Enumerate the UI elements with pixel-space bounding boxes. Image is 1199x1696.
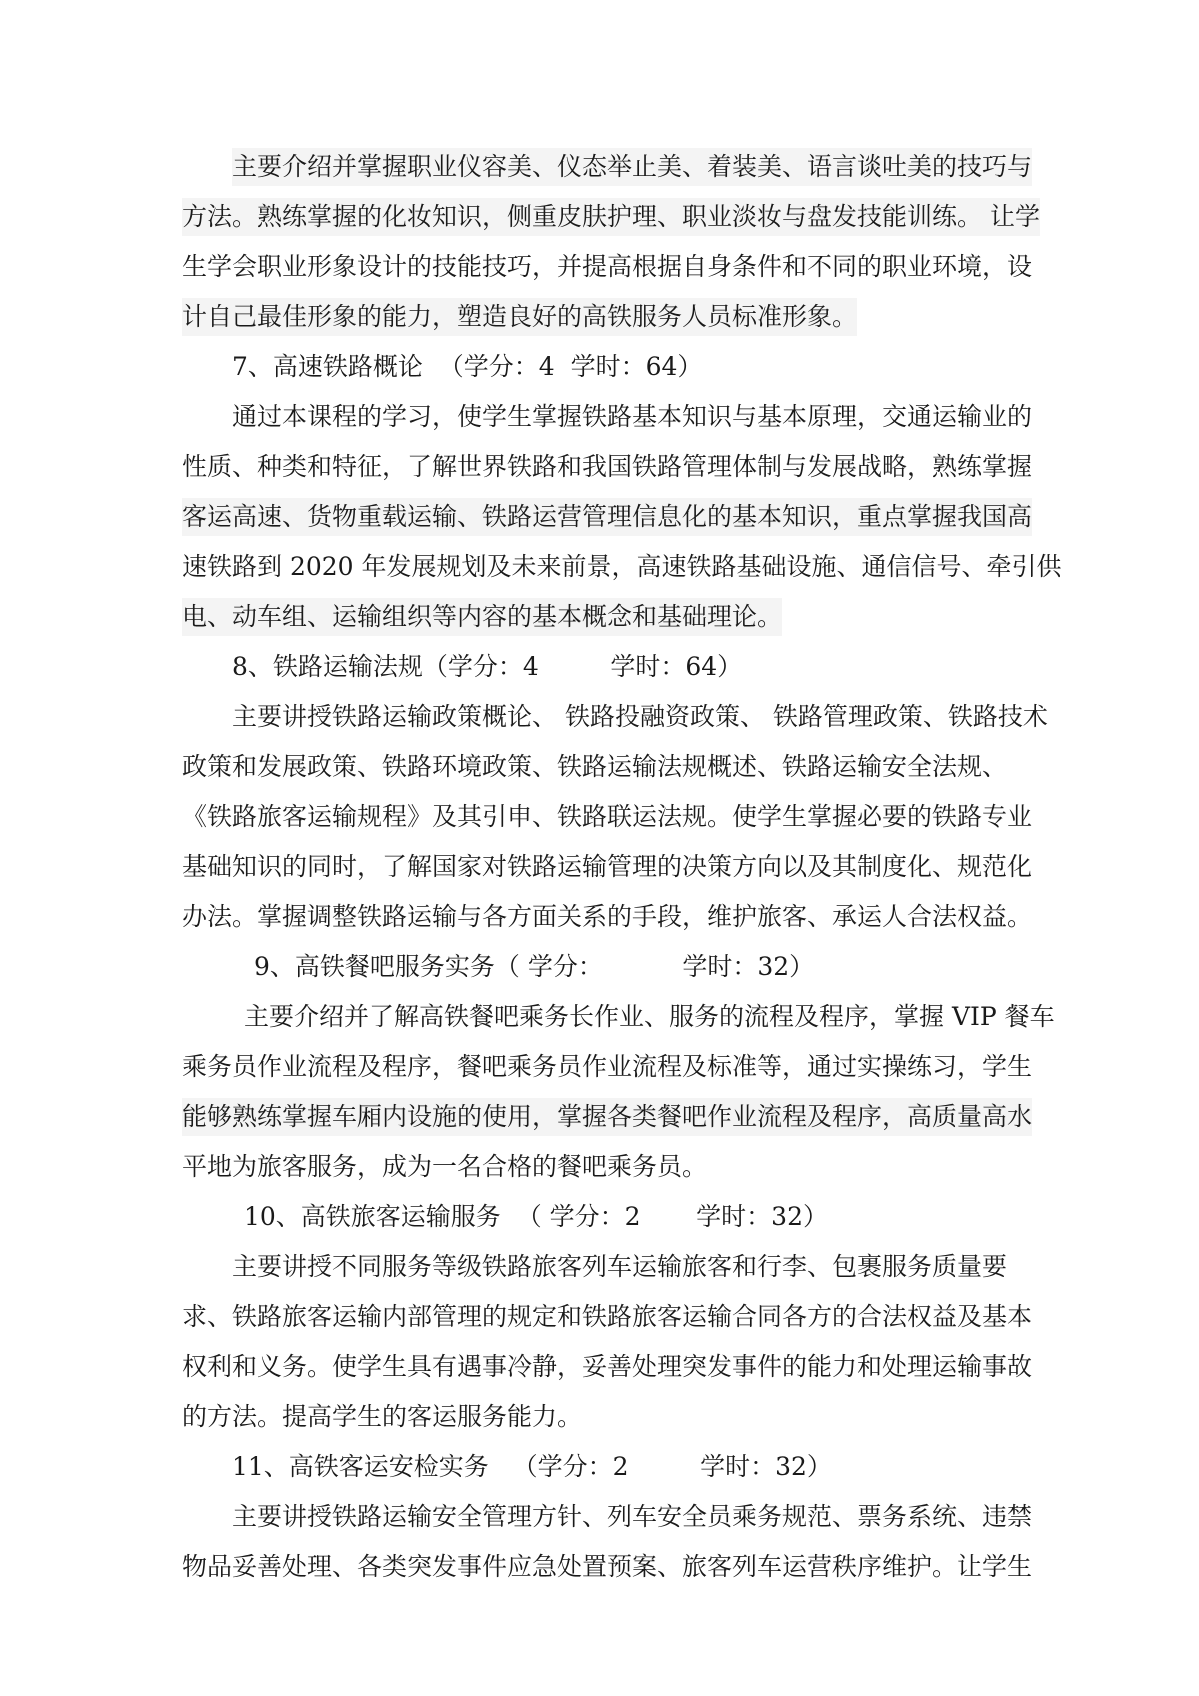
paragraph-line: 政策和发展政策、铁路环境政策、铁路运输法规概述、铁路运输安全法规、 (182, 752, 1008, 781)
paragraph-line: 通过本课程的学习，使学生掌握铁路基本知识与基本原理，交通运输业的 (232, 402, 1033, 431)
paragraph-line: 主要介绍并了解高铁餐吧乘务长作业、服务的流程及程序，掌握 VIP 餐车 (244, 1002, 1055, 1031)
paragraph-line: 物品妥善处理、各类突发事件应急处置预案、旅客列车运营秩序维护。让学生 (182, 1552, 1033, 1581)
paragraph-line: 主要讲授铁路运输政策概论、 铁路投融资政策、 铁路管理政策、铁路技术 (232, 702, 1048, 731)
paragraph-line: 的方法。提高学生的客运服务能力。 (182, 1402, 583, 1431)
paragraph-line: 平地为旅客服务，成为一名合格的餐吧乘务员。 (182, 1152, 708, 1181)
paragraph-line: 客运高速、货物重载运输、铁路运营管理信息化的基本知识，重点掌握我国高 (182, 498, 1032, 536)
paragraph-line: 方法。熟练掌握的化妆知识，侧重皮肤护理、职业淡妆与盘发技能训练。 让学 (182, 198, 1040, 236)
paragraph-line: 求、铁路旅客运输内部管理的规定和铁路旅客运输合同各方的合法权益及基本 (182, 1302, 1033, 1331)
paragraph-line: 计自己最佳形象的能力，塑造良好的高铁服务人员标准形象。 (182, 298, 857, 336)
paragraph-line: 生学会职业形象设计的技能技巧，并提高根据自身条件和不同的职业环境，设 (182, 252, 1033, 281)
section-heading: 11、高铁客运安检实务 （学分：2 学时：32） (232, 1452, 832, 1481)
paragraph-line: 办法。掌握调整铁路运输与各方面关系的手段，维护旅客、承运人合法权益。 (182, 902, 1033, 931)
paragraph-line: 主要讲授不同服务等级铁路旅客列车运输旅客和行李、包裹服务质量要 (232, 1252, 1008, 1281)
section-heading: 8、铁路运输法规（学分：4 学时：64） (232, 652, 743, 681)
paragraph-line: 电、动车组、运输组织等内容的基本概念和基础理论。 (182, 598, 782, 636)
paragraph-line: 速铁路到 2020 年发展规划及未来前景，高速铁路基础设施、通信信号、牵引供 (182, 552, 1062, 581)
paragraph-line: 主要介绍并掌握职业仪容美、仪态举止美、着装美、语言谈吐美的技巧与 (232, 148, 1032, 186)
paragraph-line: 性质、种类和特征，了解世界铁路和我国铁路管理体制与发展战略，熟练掌握 (182, 452, 1033, 481)
paragraph-line: 能够熟练掌握车厢内设施的使用，掌握各类餐吧作业流程及程序，高质量高水 (182, 1098, 1032, 1136)
paragraph-line: 主要讲授铁路运输安全管理方针、列车安全员乘务规范、票务系统、违禁 (232, 1502, 1033, 1531)
paragraph-line: 基础知识的同时，了解国家对铁路运输管理的决策方向以及其制度化、规范化 (182, 852, 1033, 881)
paragraph-line: 《铁路旅客运输规程》及其引申、铁路联运法规。使学生掌握必要的铁路专业 (182, 802, 1033, 831)
section-heading: 10、高铁旅客运输服务 （ 学分：2 学时：32） (244, 1202, 828, 1231)
paragraph-line: 乘务员作业流程及程序，餐吧乘务员作业流程及标准等，通过实操练习，学生 (182, 1052, 1033, 1081)
section-heading: 9、高铁餐吧服务实务（ 学分： 学时：32） (254, 952, 815, 981)
paragraph-line: 权利和义务。使学生具有遇事冷静，妥善处理突发事件的能力和处理运输事故 (182, 1352, 1033, 1381)
section-heading: 7、高速铁路概论 （学分：4 学时：64） (232, 352, 703, 381)
